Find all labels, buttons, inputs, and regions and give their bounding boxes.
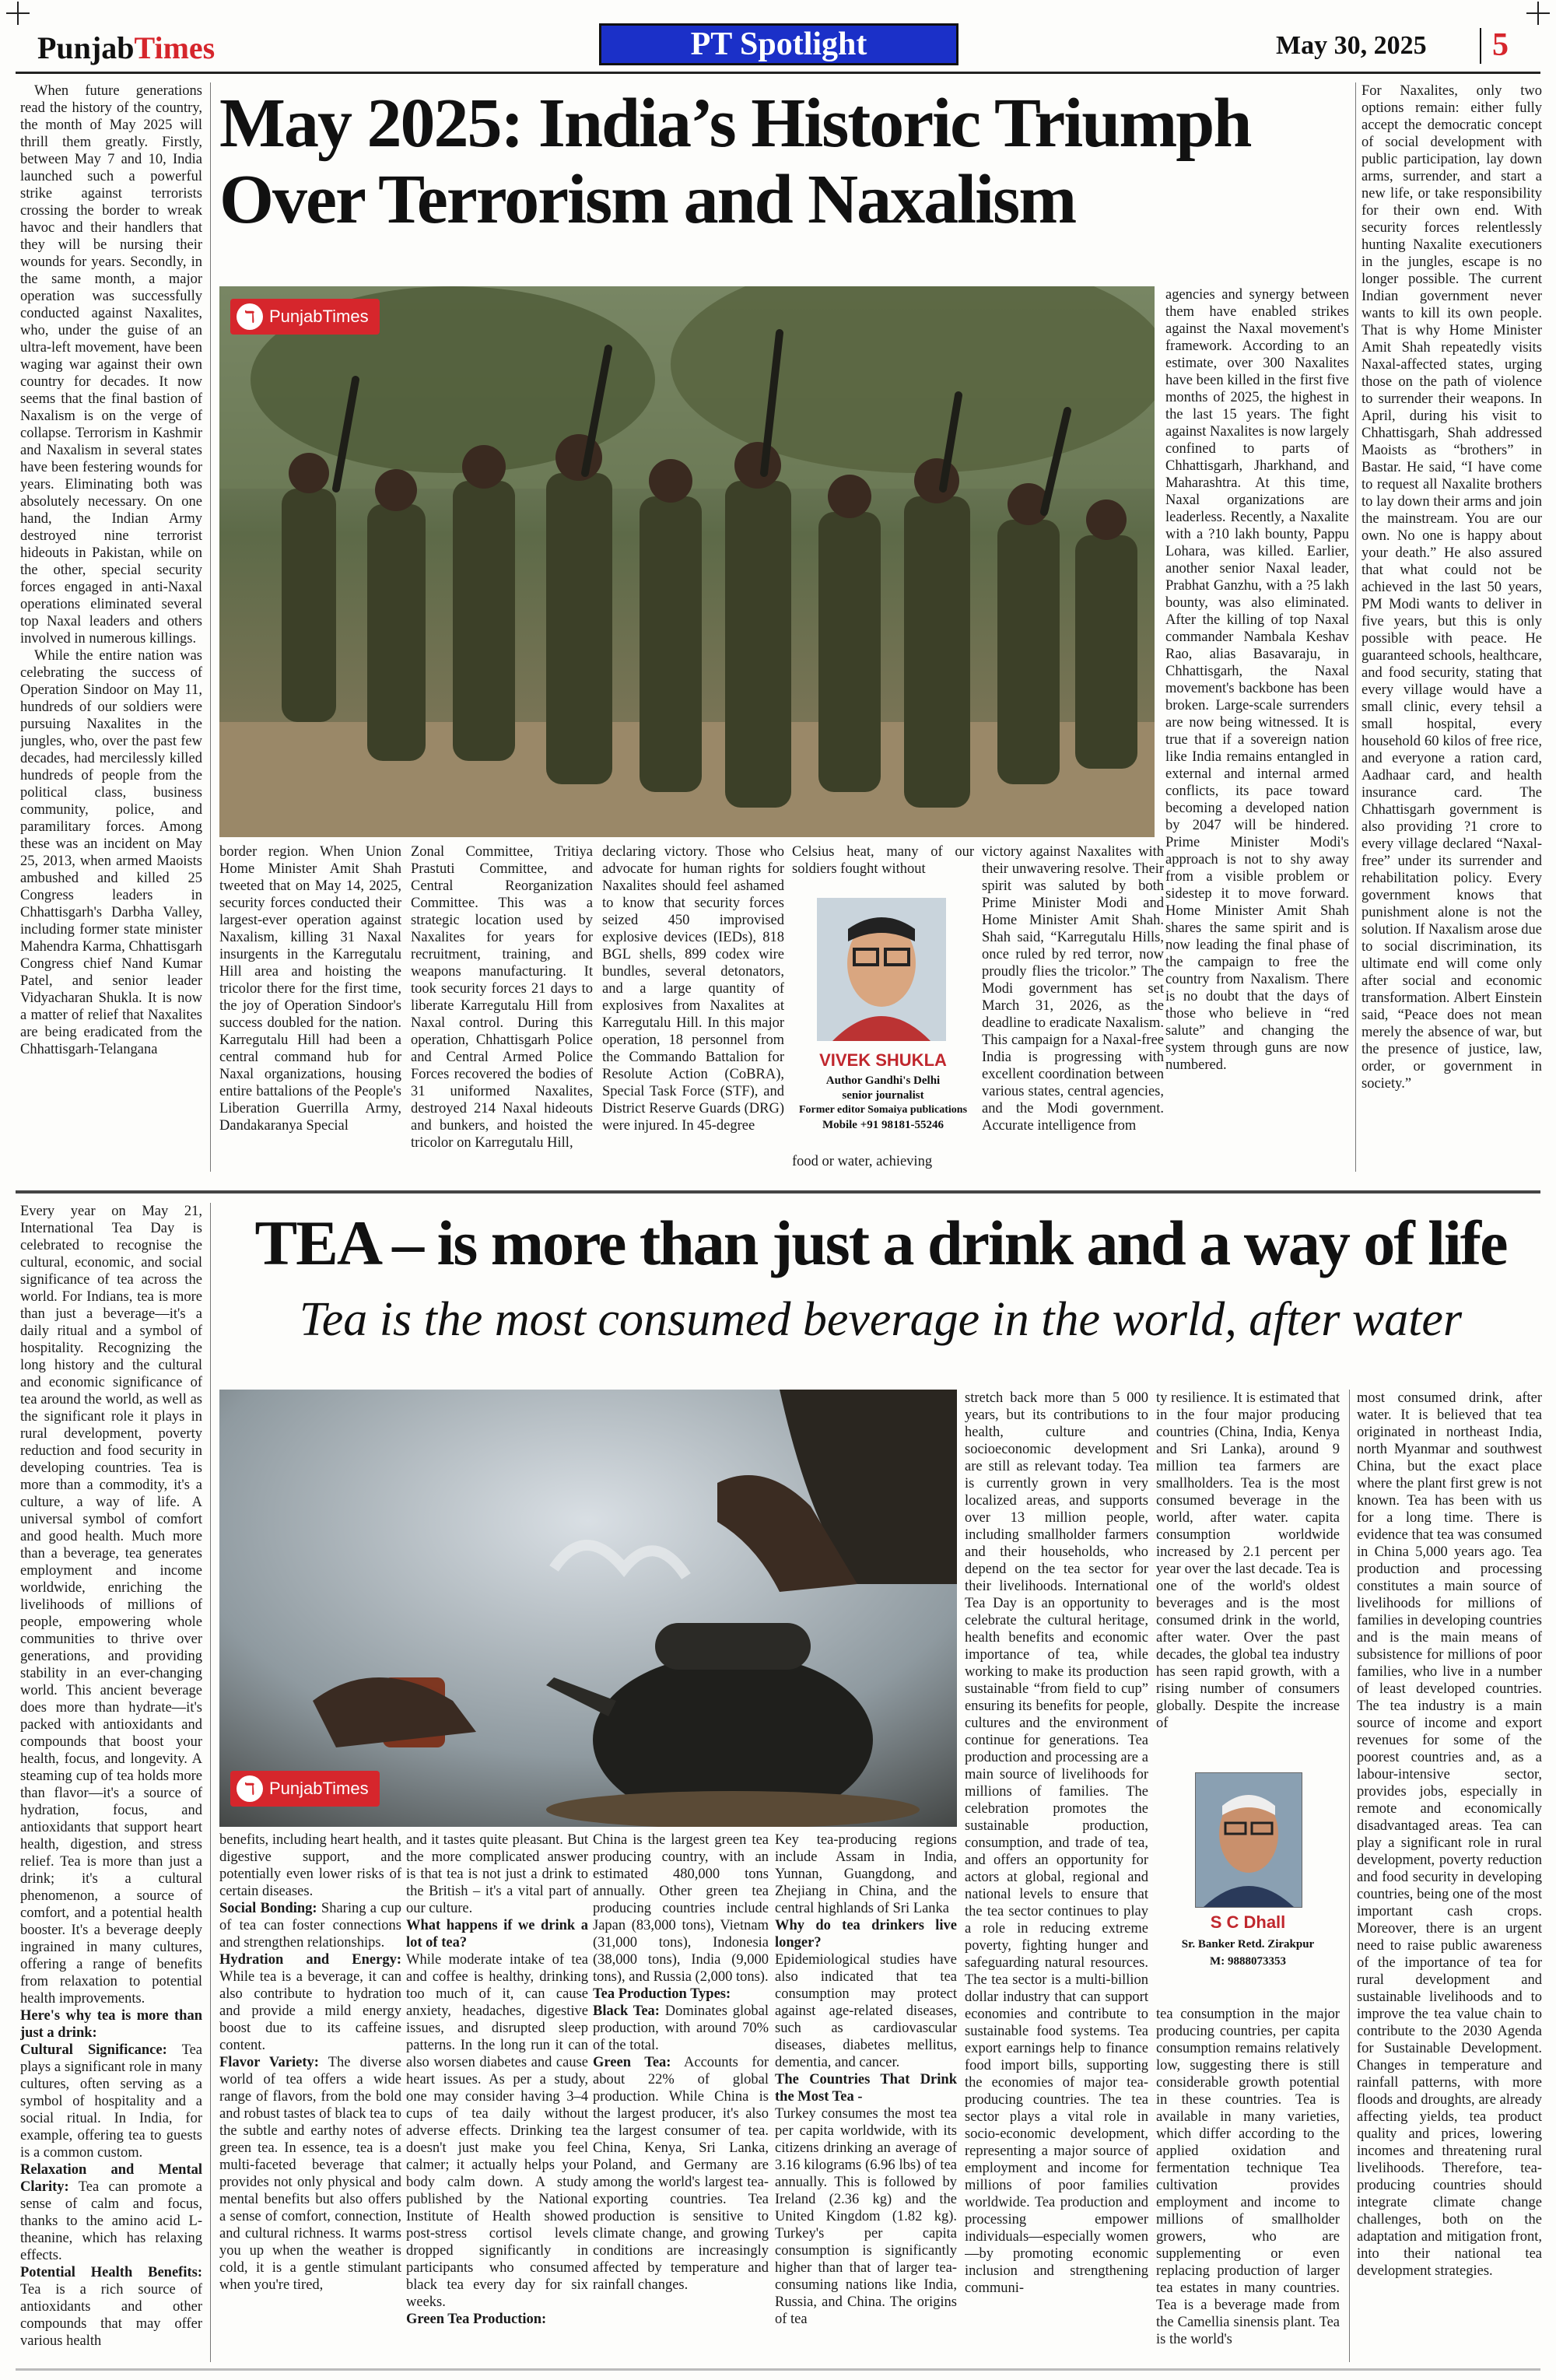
story2-col4-black <box>593 2003 769 2054</box>
story1-col-b2-text: Zonal Committee, Tritiya Prastuti Committee, and Central Reorganization Committee. This was a strategic location used by Naxalites for years for recruitment, training, and weapons manufacturing. It took security forces 21 days to liberate Karregutalu Hill from Naxal control. During this operation, Chhattisgarh Police and Central Armed Police Forces recovered the bodies of 31 uniformed Naxalites, destroyed 214 Naxal hideouts and bunkers, and hoisted the tricolor on Karregutalu Hill, <box>411 844 593 1151</box>
footer-rule <box>16 2368 1540 2371</box>
story1-col-left-p2: While the entire nation was celebrating the success of Operation Sindoor on May 11, hundreds of our soldiers were pursuing Naxalites in the jungles, who, over the past few decades, had mercilessly killed hundreds of people from the political class, business community, police, and paramilitary forces. Among these was an incident on May 25, 2013, when armed Maoists ambushed and killed 25 Congress leaders in Chhattisgarh's Darbha Valley, including former state minister Mahendra Karma, Chhattisgarh Congress chief Nand Kumar Patel, and senior leader Vidyacharan Shukla. It is now a matter of relief that Naxalites are being eradicated from the Chhattisgarh-Telangana <box>20 648 202 1057</box>
story2-col2-flavor <box>219 2054 401 2294</box>
story2-col4-black-label: Black Tea: <box>593 2003 660 2019</box>
story1-col-far-right-text: For Naxalites, only two options remain: either fully accept the democratic concept of social development with public participation, lay down arms, surrender, and start a new life, or take responsibility for their own end. With security forces relentlessly hunting Naxalite executioners in the jungles, escape is no longer possible. The current Indian government never wants to kill its own people. That is why Home Minister Amit Shah repeatedly visits Naxal-affected states, urging those on the path of violence to surrender their weapons. In April, during his visit to Chhattisgarh, Shah addressed Maoists as “brothers” in Bastar. He said, “I have come to request all Naxalite brothers to lay down their arms and join the mainstream. You are our own. No one is happy about your death.” He also assured that what could not be achieved in the last 50 years, PM Modi wants to deliver in five years, but this is only possible with peace. He guaranteed schools, healthcare, and food security, stating that every village would have a small clinic, every tehsil a small hospital, every household 60 kilos of free rice, and everyone a ration card, Aadhaar card, and health insurance card. The Chhattisgarh government is also providing ?1 crore to every village declared “Naxal-free” under its surrender and rehabilitation policy. Every government knows that punishment alone is not the solution. If Naxalism arose due to social discrimination, its ultimate end will come only after social and economic transformation. Albert Einstein said, “Peace does not mean merely the absence of war, but the presence of justice, law, order, or government in society.” <box>1362 83 1542 1092</box>
story2-col1-cultural <box>20 2042 202 2161</box>
story1-col-b4-top-text: Celsius heat, many of our soldiers fought without <box>792 844 974 877</box>
story2-col1-relax-text: Tea can promote a sense of calm and focus, thanks to the amino acid L-theanine, which has relaxing effects. <box>20 2179 202 2263</box>
story2-col2-hydration-label: Hydration and Energy: <box>219 1952 401 1968</box>
story2-col1-cultural-label: Cultural Significance: <box>20 2042 167 2058</box>
story2-col2-hydration-text: While tea is a beverage, it can also contribute to hydration and provide a mild energy boost due to its caffeine content. <box>219 1969 401 2053</box>
story1-author-box <box>792 895 974 1151</box>
story2-col2-flavor-text: The diverse world of tea offers a wide range of flavors, from the bold and robust tastes of black tea to the subtle and earthy notes of green tea. In essence, tea is a multi-faceted beverage that provides not only physical and mental benefits but also offers a sense of comfort, connection, and cultural richness. It warms you up when the weather is cold, it is a gentle stimulant when you're tired, <box>219 2055 401 2293</box>
story2-col5-intro: Key tea-producing regions include Assam in India, Yunnan, Guangdong, and Zhejiang in China, and the central highlands of Sri Lanka <box>775 1832 957 1916</box>
brand-punjab: Punjab <box>37 30 135 65</box>
story2-col6-text: stretch back more than 5 000 years, but its contributions to health, culture and socioeconomic development are still as relevant today. Tea is currently grown in very localized areas, and supports over 13 million people, including smallholder farmers and their households, who depend on the tea sector for their livelihoods. International Tea Day is an opportunity to celebrate the cultural heritage, health benefits and economic importance of tea, while working to make its production sustainable “from field to cup” ensuring its benefits for people, cultures and the environment continue for generations. Tea production and processing are a main source of livelihoods for millions of families. The celebration promotes the sustainable production, consumption, and trade of tea, and offers an opportunity for actors at global, regional and national levels to ensure that the tea sector continues to play a role in reducing extreme poverty, fighting hunger and safeguarding natural resources. The tea sector is a multi-billion dollar industry that can support economies and contribute to sustainable food systems. Tea export earnings help to finance food import bills, supporting the economies of major tea-producing countries. The tea sector plays a vital role in socio-economic development, representing a major source of employment and income for millions of poor families worldwide. Tea production and processing empower individuals—especially women—by promoting economic inclusion and strengthening communi- <box>965 1390 1148 2296</box>
story1-divider-left <box>210 82 211 1172</box>
story2-col1-subhead: Here's why tea is more than just a drink: <box>20 2008 202 2041</box>
story2-col4-green <box>593 2054 769 2294</box>
soldiers-photo <box>219 286 1155 837</box>
story1-col-far-right <box>1362 82 1542 1172</box>
story2-col8-text: most consumed drink, after water. It is believed that tea originated in northeast India, north Myanmar and southwest China, but the exact place where the plant first grew is not known. Tea has been with us for a long time. There is evidence that tea was consumed in China 5,000 years ago. Tea production and processing constitutes a main source of livelihoods for millions of families in developing countries and is the main means of subsistence for millions of poor families, who live in a number of least developed countries. The tea industry is a main source of income and export revenues for some of the poorest countries and, as a labour-intensive sector, provides jobs, especially in remote and economically disadvantaged areas. Tea can play a significant role in rural development, poverty reduction and food security in developing countries, being one of the most important cash crops. Moreover, there is an urgent need to raise public awareness of the importance of tea for rural development and sustainable livelihoods and to improve the tea value chain to contribute to the 2030 Agenda for Sustainable Development. Changes in temperature and rainfall patterns, with more floods and droughts, are already affecting yields, tea product quality and prices, lowering incomes and threatening rural livelihoods. Therefore, tea-producing countries should integrate climate change challenges, both on the adaptation and mitigation front, into their national tea development strategies. <box>1357 1390 1542 2279</box>
story1-col-right-text: agencies and synergy between them have enabled strikes against the Naxal movement's framework. According to an estimate, over 300 Naxalites have been killed in the first five months of 2025, the highest in the last 15 years. The fight against Naxalites is now largely confined to parts of Chhattisgarh, Jharkhand, and Maharashtra. At this time, Naxal organizations are leaderless. Recently, a Naxalite with a ?10 lakh bounty, Pappu Lohara, was killed. Earlier, another senior Naxal leader, Prabhat Ganzhu, with a ?5 lakh bounty, was also eliminated. After the killing of top Naxal commander Nambala Keshav Rao, alias Basavaraju, in Chhattisgarh, the Naxal movement's backbone has been broken. Large-scale surrenders are now being witnessed. It is true that if a sovereign nation like India remains entangled in external and internal armed conflicts, its pace toward becoming a developed nation by 2047 will be hindered. Prime Minister Modi's approach is not to shy away from a visible problem or sidestep it to move forward. Home Minister Amit Shah shares the same spirit and is now leading the final phase of the campaign to free the country from Naxalism. There is no doubt that the days of those who believe in “red salute” and changing the system through guns are now numbered. <box>1165 287 1349 1073</box>
section-title: PT Spotlight <box>690 26 867 62</box>
story2-col7-bottom-text: tea consumption in the major producing countries, per capita consumption remains relatively low, suggesting there is still considerable growth potential in these countries. Tea is available in many varieties, which differ according to the applied oxidation and fermentation technique Tea cultivation provides employment and income to millions of smallholder growers, who are supplementing or even replacing production of larger tea estates in many countries. Tea is a beverage made from the Camellia sinensis plant. Tea is the world's <box>1156 2007 1340 2347</box>
story2-col1 <box>20 1203 202 2364</box>
masthead-brand <box>37 30 215 66</box>
registration-mark-right <box>1526 2 1550 25</box>
story2-divider-right <box>1349 1390 1350 2362</box>
punjabtimes-logo-icon: ℸ <box>237 303 263 330</box>
story2-col2-social-label: Social Bonding: <box>219 1901 317 1916</box>
story2-col7-bottom <box>1156 2006 1340 2364</box>
story1-col-left-p1: When future generations read the history of the country, the month of May 2025 will thrill them greatly. Firstly, between May 7 and 10, India launched such a powerful strike against terrorists crossing the border to wreak havoc and their handlers that they will be nursing their wounds for years. Secondly, in the same month, a major operation was successfully conducted against Naxalites, who, under the guise of an ultra-left movement, have been waging war against their own country for decades. It now seems that the final bastion of Naxalism is on the verge of collapse. Terrorism in Kashmir and Naxalism in several states have been festering wounds for years. Eliminating both was absolutely necessary. On one hand, the Indian Army destroyed nine terrorist hideouts in Pakistan, while on the other, special security forces engaged in anti-Naxal operations eliminated several top Naxal leaders and others involved in numerous killings. <box>20 83 202 647</box>
story1-author-line3: Former editor Somaiya publications <box>798 1104 968 1116</box>
story2-col4-subhead: Tea Production Types: <box>593 1986 731 2002</box>
story2-divider-left <box>210 1203 211 2362</box>
story2-col2-intro: benefits, including heart health, digestive support, and potentially even lower risks of certain diseases. <box>219 1832 401 1899</box>
story2-col2-social <box>219 1900 401 1951</box>
story1-col-right <box>1165 286 1349 1172</box>
story2-headline: TEA – is more than just a drink and a way of life <box>254 1208 1507 1278</box>
story1-col-b4-top <box>792 843 974 882</box>
section-banner <box>599 23 958 65</box>
story2-col1-relax <box>20 2161 202 2264</box>
story2-col7-top <box>1156 1390 1340 1766</box>
punjabtimes-logo-icon: ℸ <box>237 1775 263 1802</box>
story2-photo-badge-text: PunjabTimes <box>269 1779 369 1798</box>
story1-col-b4-bottom <box>792 1153 974 1172</box>
story2-col2 <box>219 1831 401 2364</box>
story2-col1-cultural-text: Tea plays a significant role in many cultures, often serving as a symbol of hospitality and a social ritual. In India, for example, offering tea to guests is a common custom. <box>20 2042 202 2161</box>
story2-col5-subhead: Why do tea drinkers live longer? <box>775 1918 957 1951</box>
story1-headline-line1: May 2025: India’s Historic Triumph <box>219 85 1251 162</box>
story2-col4-intro: China is the largest green tea producing country, with an estimated 480,000 tons annually. Other green tea producing countries include Japan (83,000 tons), Vietnam (31,000 tons), Indonesia (38,000 tons), India (9,000 tons), and Russia (2,000 tons). <box>593 1832 769 1985</box>
story1-headline-line2: Over Terrorism and Naxalism <box>219 161 1076 238</box>
story2-col8 <box>1357 1390 1542 2364</box>
story2-col3-intro: and it tastes quite pleasant. But the more complicated answer is that tea is not just a drink to the British – it's a vital part of our culture. <box>406 1832 588 1916</box>
story-separator <box>16 1190 1540 1194</box>
story1-author-name: VIVEK SHUKLA <box>819 1050 947 1070</box>
page-number: 5 <box>1492 27 1509 63</box>
registration-mark-left <box>6 2 30 25</box>
tea-photo-art <box>219 1390 957 1827</box>
story2-col3 <box>406 1831 588 2364</box>
story2-col3-green-label: Green Tea Production: <box>406 2312 547 2327</box>
story2-col5-body: Epidemiological studies have also indicated that tea consumption may protect against age-related diseases, such as cardiovascular diseases, diabetes mellitus, dementia, and cancer. <box>775 1952 957 2070</box>
story2-col1-health <box>20 2264 202 2350</box>
story2-author-name: S C Dhall <box>1210 1912 1286 1932</box>
story1-col-left <box>20 82 202 1172</box>
story1-author-line1: Author Gandhi's Delhi <box>825 1074 941 1087</box>
story1-headline <box>219 86 1347 238</box>
page-number-divider <box>1480 28 1481 64</box>
story2-col5-subhead2: The Countries That Drink the Most Tea - <box>775 2072 957 2105</box>
story2-col5 <box>775 1831 957 2364</box>
story2-author-line1: Sr. Banker Retd. Zirakpur <box>1181 1938 1315 1951</box>
story1-col-b1 <box>219 843 401 1170</box>
story2-col1-intro: Every year on May 21, International Tea Day is celebrated to recognise the cultural, economic, and social significance of tea across the world. For Indians, tea is more than just a beverage—it's a daily ritual and a symbol of hospitality. Recognizing the long history and the cultural and economic significance of tea around the world, as well as the significant role it plays in rural development, poverty reduction and food security in developing countries. Tea is more than a commodity, it's a culture, a way of life. A universal symbol of comfort and good health. Much more than a beverage, tea generates employment and income worldwide, enriching the livelihoods of millions of people, empowering whole communities to thrive over generations, and providing stability in an ever-changing world. This ancient beverage does more than hydrate—it's packed with antioxidants and compounds that boost your health, focus, and longevity. A steaming cup of tea holds more than flavor—it's a source of hydration, focus, and antioxidants that support heart health, digestion, and stress relief. Tea is more than just a drink; it's a cultural phenomenon, a source of comfort, and a potential health booster. It's a beverage deeply ingrained in many cultures, offering a range of benefits from relaxation to potential health improvements. <box>20 1204 202 2007</box>
story2-col1-health-text: Tea is a rich source of antioxidants and other compounds that may offer various health <box>20 2282 202 2349</box>
author-portrait-art <box>817 898 946 1041</box>
story2-col3-body: While moderate intake of tea and coffee is healthy, drinking too much of it, can cause anxiety, headaches, digestive issues, and disrupted sleep patterns. In the long run it can also worsen diabetes and cause heart issues. As per a study, one may consider having 3–4 cups of tea daily without adverse effects. Drinking tea doesn't just make you feel calmer; it actually helps your body calm down. A study published by the National Institute of Health showed post-stress cortisol levels dropped significantly in participants who consumed black tea every day for six weeks. <box>406 1952 588 2310</box>
story1-col-b4-bottom-text: food or water, achieving <box>792 1154 933 1169</box>
masthead-rule <box>16 72 1540 74</box>
story1-author-photo <box>817 898 946 1041</box>
story2-col6 <box>965 1390 1148 2364</box>
soldiers-photo-art <box>219 286 1155 837</box>
story2-col3-subhead: What happens if we drink a lot of tea? <box>406 1918 588 1951</box>
author-portrait-art <box>1196 1773 1302 1907</box>
story2-col5-body2: Turkey consumes the most tea per capita worldwide, with its citizens drinking an average of 3.16 kilograms (6.96 lbs) of tea annually. This is followed by Ireland (2.36 kg) and the United Kingdom (1.82 kg). Turkey's per capita consumption is significantly higher than that of larger tea-consuming nations like India, Russia, and China. The origins of tea <box>775 2106 957 2327</box>
story2-col4-green-label: Green Tea: <box>593 2055 671 2070</box>
story1-col-b2 <box>411 843 593 1170</box>
story2-col7-top-text: ty resilience. It is estimated that in the four major producing countries (China, India, Kenya and Sri Lanka), around 9 million tea farmers are smallholders. Tea is the most consumed beverage in the world, after water. capita consumption worldwide increased by 2.1 percent per year over the last decade. Tea is one of the world's oldest beverages and is the most consumed drink in the world, after water. Over the past decades, the global tea industry has seen rapid growth, with a rising number of consumers globally. Despite the increase of <box>1156 1390 1340 1731</box>
story1-col-b3 <box>602 843 784 1170</box>
story2-author-photo <box>1195 1772 1302 1908</box>
tea-photo <box>219 1390 957 1827</box>
story2-col2-social-text: Sharing a cup of tea can foster connections and strengthen relationships. <box>219 1901 401 1951</box>
story1-col-b3-text: declaring victory. Those who advocate for human rights for Naxalites should feel ashamed to know that security forces seized 450 improvised explosive devices (IEDs), 818 BGL shells, 899 codex wire bundles, several detonators, and a large quantity of explosives from Naxalites at Karregutalu Hill. In this major operation, 18 personnel from the Commando Battalion for Resolute Action (CoBRA), Special Task Force (STF), and District Reserve Guards (DRG) were injured. In 45-degree <box>602 844 784 1134</box>
story1-photo-badge-text: PunjabTimes <box>269 307 369 326</box>
story2-author-box <box>1156 1772 1340 2006</box>
story2-subheadline: Tea is the most consumed beverage in the world, after water <box>299 1293 1463 1346</box>
story1-divider-right <box>1355 82 1356 1172</box>
story2-col4 <box>593 1831 769 2364</box>
story1-author-line4: Mobile +91 98181-55246 <box>822 1119 944 1131</box>
story2-photo-badge <box>230 1771 380 1807</box>
story1-photo-badge <box>230 299 380 335</box>
story2-col2-flavor-label: Flavor Variety: <box>219 2055 319 2070</box>
story2-author-line2: M: 9888073353 <box>1210 1955 1286 1968</box>
story2-col4-green-text: Accounts for about 22% of global production. While China is the largest producer, it's also the largest consumer of tea. China, Kenya, Sri Lanka, Poland, and Germany are among the world's largest tea-exporting countries. Tea production is sensitive to climate change, and growing conditions are increasingly affected by temperature and rainfall changes. <box>593 2055 769 2293</box>
issue-date: May 30, 2025 <box>1276 31 1427 60</box>
story2-col1-relax-label: Relaxation and Mental Clarity: <box>20 2162 202 2195</box>
story1-author-line2: senior journalist <box>842 1089 924 1102</box>
story1-col-mid-right <box>982 843 1164 1170</box>
story2-col2-hydration <box>219 1951 401 2054</box>
story1-col-mid-right-text: victory against Naxalites with their unwavering resolve. Their spirit was saluted by both Prime Minister Modi and Home Minister Amit Shah. Shah said, “Karregutalu Hills, once ruled by red terror, now proudly flies the tricolor.” The Modi government has set March 31, 2026, as the deadline to eradicate Naxalism. This campaign for a Naxal-free India is progressing with excellent coordination between various states, central agencies, and the Modi government. Accurate intelligence from <box>982 844 1164 1134</box>
story1-col-b1-text: border region. When Union Home Minister Amit Shah tweeted that on May 14, 2025, security forces conducted their largest-ever operation against Naxalism, killing 31 Naxal insurgents in the Karregutalu Hill area and hoisting the tricolor there for the first time, the joy of Operation Sindoor's success doubled for the nation. Karregutalu Hill had been a central command hub for Naxal organizations, housing entire battalions of the People's Liberation Guerrilla Army, Dandakaranya Special <box>219 844 401 1134</box>
brand-times: Times <box>134 30 216 65</box>
story2-col1-health-label: Potential Health Benefits: <box>20 2265 202 2280</box>
story2-col4-black-text: Dominates global production, with around 70% of the total. <box>593 2003 769 2053</box>
